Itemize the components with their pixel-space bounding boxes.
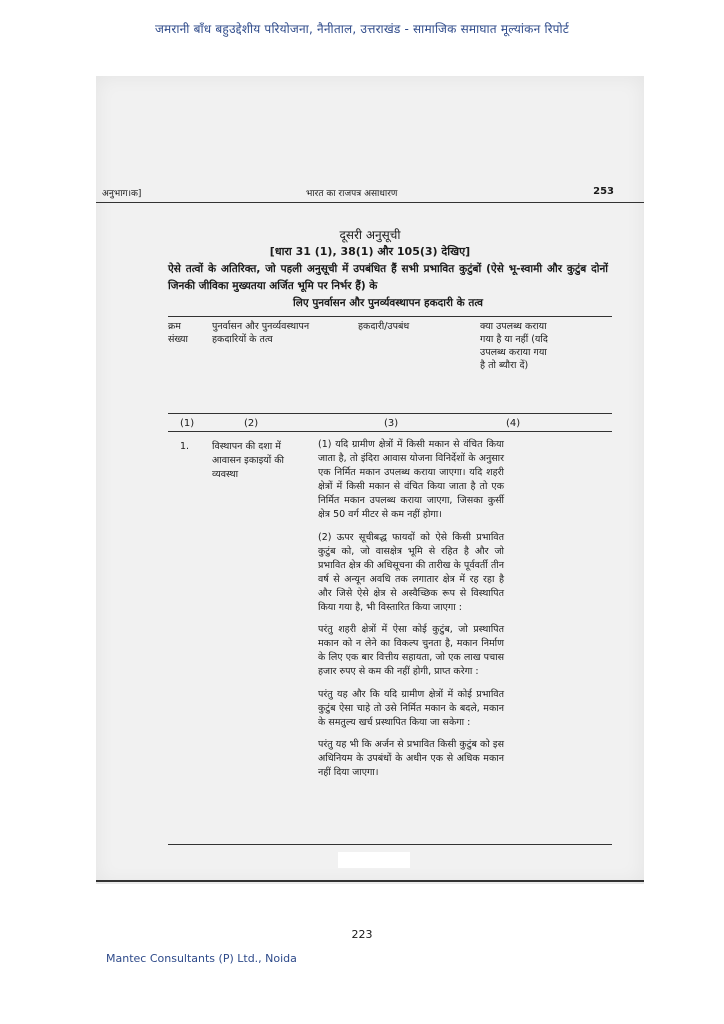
page-number: 223 bbox=[351, 928, 373, 941]
column-number: (1) bbox=[180, 418, 195, 429]
head-rule bbox=[96, 202, 644, 203]
intro-text: ऐसे तत्वों के अतिरिक्त, जो पहली अनुसूची में उपबंधित हैं सभी प्रभावित कुटुंबों (ऐसे भू-स्वामी और कुटुंब दोनों जिनकी जीविका मुख्यतया अर्जित भूमि पर निर्भर हैं) के bbox=[168, 263, 608, 292]
column-number: (2) bbox=[244, 418, 259, 429]
scanned-gazette-page bbox=[96, 76, 644, 884]
provision-paragraph: परंतु यह और कि यदि ग्रामीण क्षेत्रों में कोई प्रभावित कुटुंब ऐसा चाहे तो उसे निर्मित मकान के बदले, मकान के समतुल्य खर्च प्रस्थापित किया जा सकेगा : bbox=[318, 688, 504, 728]
header-serial: क्रम संख्या bbox=[168, 321, 188, 345]
column-number: (3) bbox=[384, 418, 399, 429]
column-number-top-rule bbox=[168, 413, 612, 414]
table-bottom-rule bbox=[168, 844, 612, 845]
scan-bottom-edge bbox=[96, 880, 644, 882]
header-availability: क्या उपलब्ध कराया गया है या नहीं (यदि उपलब्ध कराया गया है तो ब्यौरा दें) bbox=[480, 321, 548, 371]
intro-last-line: लिए पुनर्वासन और पुनर्व्यवस्थापन हकदारी के तत्व bbox=[293, 297, 483, 309]
header-provision: हकदारी/उपबंध bbox=[358, 321, 410, 332]
white-patch bbox=[338, 852, 410, 868]
gazette-page-number: 253 bbox=[593, 186, 614, 197]
section-label: अनुभाग।क] bbox=[102, 189, 142, 199]
provision-paragraph: (2) ऊपर सूचीबद्ध फायदों को ऐसे किसी प्रभावित कुटुंब को, जो वासक्षेत्र भूमि से रहित है और जो प्रभावित क्षेत्र की अधिसूचना की तारीख के पूर्ववर्ती तीन वर्ष से अन्यून अवधि तक लगातार क्षेत्र में रह रहा है और जिसे ऐसे क्षेत्र से अस्वैच्छिक रूप से विस्थापित किया गया है, भी विस्तारित किया जाएगा : bbox=[318, 531, 504, 614]
table-top-rule bbox=[168, 316, 612, 317]
section-reference: [धारा 31 (1), 38(1) और 105(3) देखिए] bbox=[269, 245, 471, 258]
provision-paragraph: परंतु शहरी क्षेत्रों में ऐसा कोई कुटुंब, जो प्रस्थापित मकान को न लेने का विकल्प चुनता है, मकान निर्माण के लिए एक बार वित्तीय सहायता, जो एक लाख पचास हजार रुपए से कम की नहीं होगी, प्राप्त करेगा : bbox=[318, 624, 504, 678]
provision-paragraph: परंतु यह भी कि अर्जन से प्रभावित किसी कुटुंब को इस अधिनियम के उपबंधों के अधीन एक से अधिक मकान नहीं दिया जाएगा। bbox=[318, 738, 504, 778]
provision-paragraph: (1) यदि ग्रामीण क्षेत्रों में किसी मकान से वंचित किया जाता है, तो इंदिरा आवास योजना विनिर्देशों के अनुसार एक निर्मित मकान उपलब्ध कराया जाएगा। यदि शहरी क्षेत्रों में किसी मकान से वंचित किया जाता है तो एक निर्मित मकान उपलब्ध कराया जाएगा, जिसका कुर्सी क्षेत्र 50 वर्ग मीटर से कम नहीं होगा। bbox=[318, 439, 504, 521]
column-number: (4) bbox=[506, 418, 521, 429]
gazette-running-head bbox=[96, 186, 644, 198]
footer-company: Mantec Consultants (P) Ltd., Noida bbox=[106, 952, 297, 965]
report-header: जमरानी बाँध बहुउद्देशीय परियोजना, नैनीताल, उत्तराखंड - सामाजिक समाघात मूल्यांकन रिपोर्ट bbox=[154, 22, 570, 36]
column-number-bottom-rule bbox=[168, 431, 612, 432]
schedule-title: दूसरी अनुसूची bbox=[339, 228, 401, 242]
intro-paragraph bbox=[168, 261, 608, 312]
header-element: पुनर्वासन और पुनर्व्यवस्थापन हकदारियों के तत्व bbox=[212, 321, 310, 345]
row-element: विस्थापन की दशा में आवासन इकाइयों की व्यवस्था bbox=[212, 441, 284, 481]
row-serial: 1. bbox=[180, 441, 190, 452]
gazette-title: भारत का राजपत्र असाधारण bbox=[306, 189, 398, 199]
row-provisions bbox=[318, 438, 504, 788]
